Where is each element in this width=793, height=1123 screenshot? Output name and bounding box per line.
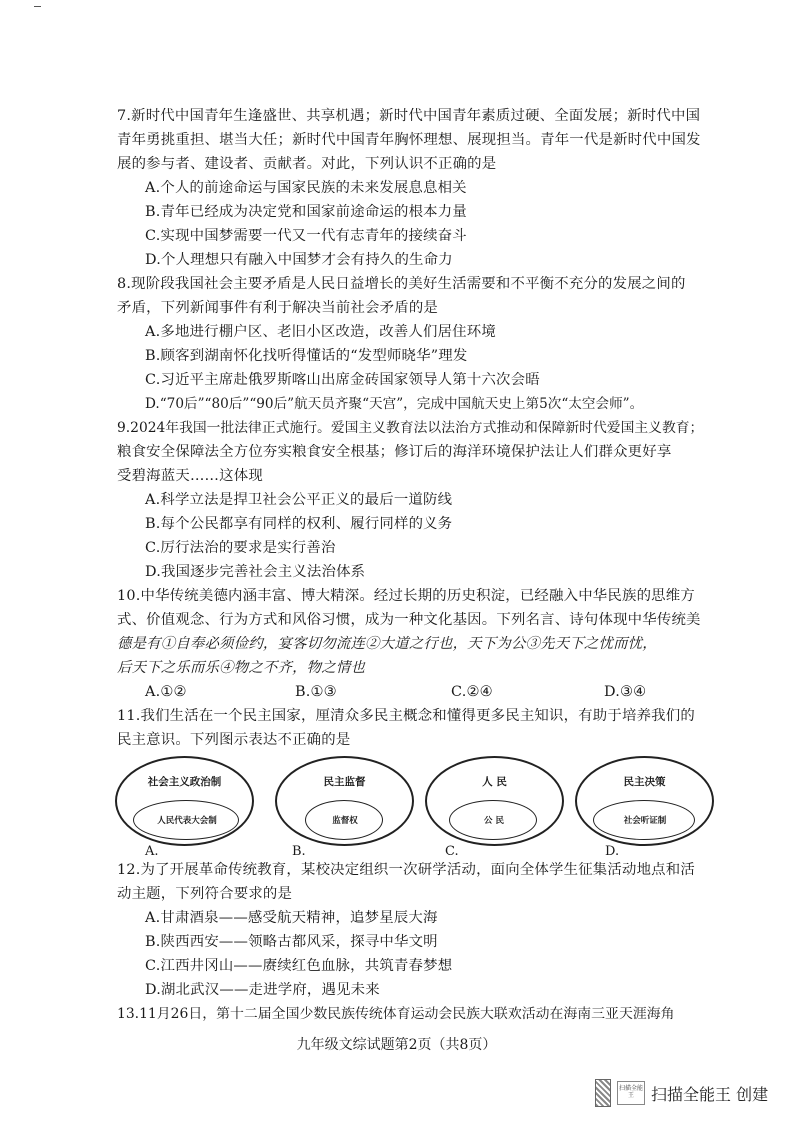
q8-option-c: C.习近平主席赴俄罗斯喀山出席金砖国家领导人第十六次会晤 <box>145 372 540 388</box>
q8-stem-line-1: 8.现阶段我国社会主要矛盾是人民日益增长的美好生活需要和不平衡不充分的发展之间的 <box>117 276 686 292</box>
q9-option-a: A.科学立法是捍卫社会公平正义的最后一道防线 <box>145 492 453 508</box>
q10-option-c: C.②④ <box>451 684 493 700</box>
q11-stem-line-1: 11.我们生活在一个民主国家，厘清众多民主概念和懂得更多民主知识，有助于培养我们的 <box>117 708 695 724</box>
q8-option-b: B.顾客到湖南怀化找听得懂话的“发型师晓华”理发 <box>145 348 468 364</box>
q9-stem-line-1: 9.2024年我国一批法律正式施行。爱国主义教育法以法治方式推动和保障新时代爱国主义教育； <box>117 420 704 436</box>
q7-stem-line-3: 展的参与者、建设者、贡献者。对此，下列认识不正确的是 <box>117 156 497 172</box>
diagram-d-outer-label: 民主决策 <box>623 776 666 788</box>
diagram-a-outer-label: 社会主义政治制 <box>147 776 222 788</box>
diagram-b-letter: B. <box>292 844 306 859</box>
diagram-b-outer-label: 民主监督 <box>323 776 366 788</box>
q12-stem-line-2: 动主题，下列符合要求的是 <box>117 886 293 902</box>
q11-stem-line-2: 民主意识。下列图示表达不正确的是 <box>117 732 351 748</box>
q13-stem-line-1: 13.11月26日，第十二届全国少数民族传统体育运动会民族大联欢活动在海南三亚天涯海角 <box>117 1006 675 1022</box>
diagram-a-letter: A. <box>145 844 159 859</box>
q10-option-b: B.①③ <box>295 684 337 700</box>
scanner-logo-icon <box>617 1081 645 1105</box>
diagram-b-inner-label: 监督权 <box>332 816 358 826</box>
q10-option-a: A.①② <box>145 684 187 700</box>
q9-option-b: B.每个公民都享有同样的权利、履行同样的义务 <box>145 516 453 532</box>
q12-option-a: A.甘肃酒泉——感受航天精神，追梦星辰大海 <box>145 910 438 926</box>
scan-corner-mark <box>34 6 41 7</box>
scanner-watermark <box>595 1076 781 1110</box>
page-footer: 九年级文综试题第2页（共8页） <box>296 1037 497 1053</box>
q7-option-b: B.青年已经成为决定党和国家前途命运的根本力量 <box>145 204 467 220</box>
q11-diagrams <box>115 756 715 866</box>
q10-stem-line-4: 后天下之乐而乐④物之不齐，物之情也 <box>117 660 366 676</box>
diagram-a-inner-label: 人民代表大会制 <box>157 816 217 826</box>
q7-stem-line-2: 青年勇挑重担、堪当大任；新时代中国青年胸怀理想、展现担当。青年一代是新时代中国发 <box>117 132 701 148</box>
q10-stem-line-1: 10.中华传统美德内涵丰富、博大精深。经过长期的历史积淀，已经融入中华民族的思维方 <box>117 588 695 604</box>
q9-stem-line-2: 粮食安全保障法全方位夯实粮食安全根基；修订后的海洋环境保护法让人们群众更好享 <box>117 444 672 460</box>
q9-option-d: D.我国逐步完善社会主义法治体系 <box>145 564 366 580</box>
q10-stem-line-2: 式、价值观念、行为方式和风俗习惯，成为一种文化基因。下列名言、诗句体现中华传统美 <box>117 612 701 628</box>
q7-option-d: D.个人理想只有融入中国梦才会有持久的生命力 <box>145 252 453 268</box>
diagram-d-letter: D. <box>605 844 620 859</box>
q12-option-b: B.陕西西安——领略古都风采，探寻中华文明 <box>145 934 438 950</box>
q12-option-d: D.湖北武汉——走进学府，遇见未来 <box>145 982 380 998</box>
q9-stem-line-3: 受碧海蓝天……这体现 <box>117 468 263 484</box>
scanner-label: 扫描全能王 创建 <box>651 1084 769 1104</box>
q9-option-c: C.厉行法治的要求是实行善治 <box>145 540 336 556</box>
qr-code-icon <box>595 1079 611 1107</box>
q7-stem-line-1: 7.新时代中国青年生逢盛世、共享机遇；新时代中国青年素质过硬、全面发展；新时代中国 <box>117 108 701 124</box>
q8-option-a: A.多地进行棚户区、老旧小区改造，改善人们居住环境 <box>145 324 496 340</box>
q12-stem-line-1: 12.为了开展革命传统教育，某校决定组织一次研学活动，面向全体学生征集活动地点和活 <box>117 862 695 878</box>
diagram-c-inner-label: 公 民 <box>484 816 504 826</box>
diagram-c-outer-label: 人 民 <box>482 776 507 788</box>
q7-option-c: C.实现中国梦需要一代又一代有志青年的接续奋斗 <box>145 228 467 244</box>
q7-option-a: A.个人的前途命运与国家民族的未来发展息息相关 <box>145 180 467 196</box>
q8-stem-line-2: 矛盾，下列新闻事件有利于解决当前社会矛盾的是 <box>117 300 438 316</box>
q8-option-d: D.“70后”“80后”“90后”航天员齐聚“天宫”，完成中国航天史上第5次“太空会师”。 <box>145 396 644 412</box>
diagram-d-inner-label: 社会听证制 <box>623 816 667 826</box>
q10-option-d: D.③④ <box>604 684 647 700</box>
q10-stem-line-3: 德是有①自奉必须俭约，宴客切勿流连②大道之行也，天下为公③先天下之忧而忧， <box>117 636 657 652</box>
scanner-logo-text: 扫描全能王 <box>618 1085 643 1099</box>
q12-option-c: C.江西井冈山——赓续红色血脉，共筑青春梦想 <box>145 958 453 974</box>
diagram-c-letter: C. <box>445 844 459 859</box>
